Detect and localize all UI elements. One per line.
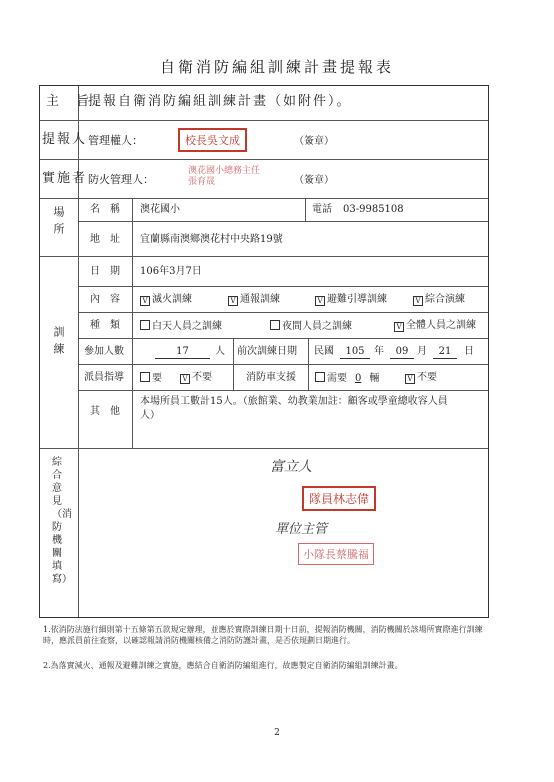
school-name: 澳花國小 (140, 204, 180, 215)
form-title: 自衛消防編組訓練計畫提報表 (159, 58, 394, 76)
other-line1: 本場所員工數計15人。（旅館業、幼教業加註：顧客或學童總收容人員 (140, 396, 448, 407)
participants-label: 參加人數 (84, 346, 124, 357)
checkbox[interactable] (270, 320, 280, 330)
prev-year-unit: 年 (374, 346, 384, 357)
date-value: 106年3月7日 (140, 266, 202, 277)
phone-label: 電話 (312, 204, 332, 215)
truck-no[interactable]: V 不要 (405, 372, 437, 384)
type-option[interactable]: 白天人員之訓練 (140, 320, 222, 333)
prev-month: 09 (390, 346, 414, 359)
signature-1: 富立人 (270, 459, 312, 475)
reporter-role: 管理權人： (88, 134, 143, 147)
type-option[interactable]: 夜間人員之訓練 (270, 320, 352, 333)
executor-sign-note: （簽章） (294, 175, 334, 186)
opinion-label: 綜合意見（消防機關填寫） (52, 457, 72, 585)
checkbox[interactable]: V (405, 374, 415, 384)
training-label: 訓練 (52, 326, 65, 360)
content-option[interactable]: V 避難引導訓練 (315, 294, 387, 306)
note-1: 1.依消防法施行細則第十五條第五款規定辦理，並應於實際訓練日期十日前，提報消防機關，消防機關於該場所實際進行訓練時，應派員前往查察，以確認報請消防機關核備之消防防護計畫，是否依規劃日期進行。 (43, 625, 483, 645)
content-option[interactable]: V 通報訓練 (228, 294, 280, 306)
checkbox[interactable]: V (140, 296, 150, 306)
guidance-label: 派員指導 (84, 372, 124, 383)
form-table (39, 85, 489, 618)
prev-day-unit: 日 (464, 346, 474, 357)
type-option[interactable]: V 全體人員之訓練 (394, 320, 476, 332)
prev-year: 105 (340, 346, 370, 359)
executor-stamp: 澳花國小總務主任張育晟 (188, 166, 261, 187)
subject-text: 提報自衛消防編組訓練計畫（如附件）。 (88, 94, 352, 109)
leader-stamp: 小隊長蔡騰福 (298, 543, 374, 565)
note-2: 2.為落實減火、通報及避難訓練之實施，應結合自衛消防編組進行，故應製定自衛消防編組訓練計畫。 (43, 661, 403, 670)
executor-role: 防火管理人： (88, 173, 154, 186)
prev-era: 民國 (314, 346, 334, 357)
checkbox[interactable]: V (228, 296, 238, 306)
truck-need[interactable]: 需要 0 輛 (315, 372, 379, 385)
content-option[interactable]: V 綜合演練 (413, 294, 465, 306)
checkbox[interactable] (315, 372, 325, 382)
address-value: 宜蘭縣南澳鄉澳花村中央路19號 (140, 234, 283, 245)
type-label: 種 類 (90, 320, 120, 331)
signature-2: 單位主管 (275, 522, 328, 537)
checkbox[interactable] (140, 372, 150, 382)
executor-label: 實施者 (42, 171, 88, 186)
page-number: 2 (274, 728, 280, 738)
prev-month-unit: 月 (417, 346, 427, 357)
reporter-sign-note: （簽章） (294, 136, 334, 147)
checkbox[interactable]: V (180, 374, 190, 384)
date-label: 日 期 (90, 266, 120, 277)
guidance-no[interactable]: V 不要 (180, 372, 212, 384)
checkbox[interactable]: V (315, 296, 325, 306)
subject-label: 主 旨 (46, 94, 92, 109)
reporter-label: 提報人 (42, 132, 88, 147)
guidance-yes[interactable]: 要 (140, 372, 162, 385)
principal-stamp: 校長吳文成 (178, 128, 247, 152)
checkbox[interactable]: V (394, 322, 404, 332)
place-label: 場所 (52, 206, 65, 240)
participants-unit: 人 (215, 346, 225, 357)
name-label: 名 稱 (90, 204, 120, 215)
content-label: 內 容 (90, 294, 120, 305)
other-line2: 人） (140, 410, 160, 421)
prev-date-label: 前次訓練日期 (237, 346, 297, 357)
other-label: 其 他 (90, 406, 120, 417)
address-label: 地 址 (90, 234, 120, 245)
checkbox[interactable]: V (413, 296, 423, 306)
officer-stamp: 隊員林志偉 (302, 486, 376, 511)
participants-value: 17 (155, 346, 210, 359)
prev-day: 21 (433, 346, 457, 359)
content-option[interactable]: V 滅火訓練 (140, 294, 192, 306)
checkbox[interactable] (140, 320, 150, 330)
truck-label: 消防車支援 (246, 372, 296, 383)
phone-value: 03-9985108 (343, 204, 404, 215)
